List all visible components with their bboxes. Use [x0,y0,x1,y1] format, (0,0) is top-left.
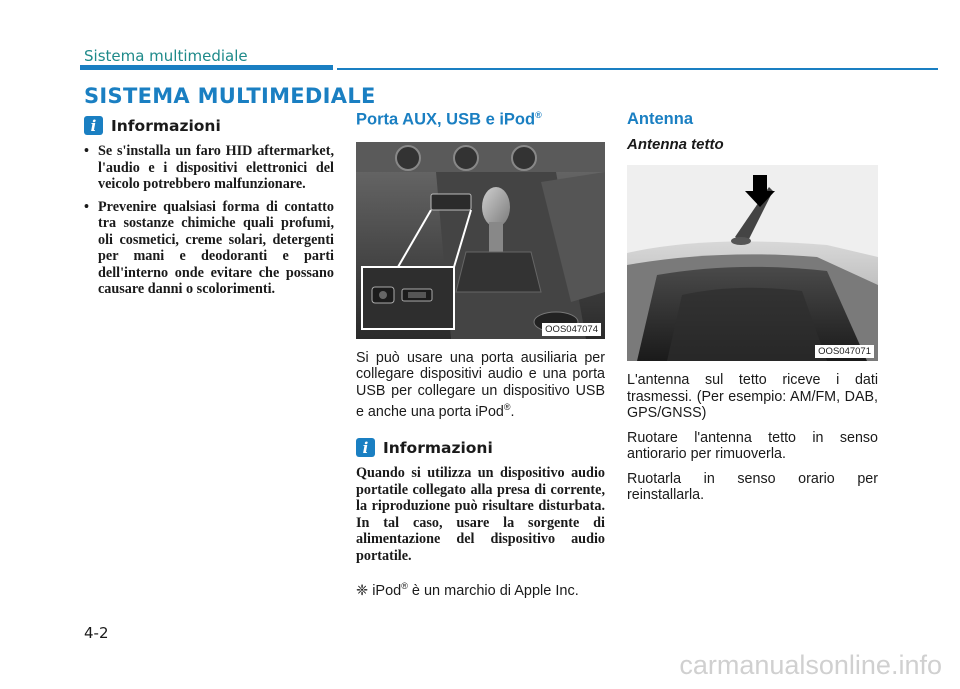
note-symbol: ❈ [356,583,369,600]
console-photo [356,142,605,339]
reg-mark: ® [401,581,408,592]
column-aux-usb [356,110,605,600]
aux-body: Si può usare una porta ausiliaria per collegare dispositivi audio e una porta USB per collegare un dispositivo USB e anche una porta iPod [356,349,605,420]
page-title: SISTEMA MULTIMEDIALE [84,84,376,108]
antenna-subtitle: Antenna tetto [627,136,724,153]
antenna-body [627,372,878,504]
section-label: Sistema multimediale [84,47,248,65]
aux-title-text: Porta AUX, USB e iPod [356,110,536,129]
antenna-title: Antenna [627,110,693,128]
antenna-paragraph: Ruotarla in senso orario per reinstallarla. [627,470,878,503]
aux-body-text [356,350,605,421]
aux-section-title [356,110,605,130]
header-rule-thin [337,68,938,70]
info-bullet: • Prevenire qualsiasi forma di contatto tra sostanze chimiche quali profumi, oli cosmetici, creme solari, detergenti per mani e deodoranti e parti dell'interno onde evitare che possano causare danni o scolorimenti. [84,199,334,298]
info-heading [356,438,605,457]
reg-mark: ® [503,402,511,412]
info-text: Quando si utilizza un dispositivo audio portatile collegato alla presa di corrente, la riproduzione può risultare disturbata. In tal caso, usare la sorgente di alimentazione del dispositivo audio portatile. [356,465,605,564]
watermark: carmanualsonline.info [679,650,942,680]
reg-mark: ® [535,110,542,120]
info-icon: i [84,116,103,135]
console-illustration [356,142,605,339]
image-code: OOS047071 [815,345,874,358]
trademark-note [356,578,605,599]
image-code: OOS047074 [542,323,601,336]
header-rule-thick [80,65,333,70]
page-number: 4-2 [84,624,109,642]
column-antenna [627,110,878,512]
antenna-illustration [627,165,878,361]
info-bullet-list [84,143,334,298]
antenna-paragraph: L'antenna sul tetto riceve i dati trasmessi. (Per esempio: AM/FM, DAB, GPS/GNSS) [627,372,878,421]
antenna-photo [627,165,878,361]
info-heading [84,116,334,135]
aux-body-end: . [510,403,515,420]
note-brand: iPod [372,583,402,600]
info-bullet: • Se s'installa un faro HID aftermarket, l'audio e i dispositivi elettronici del veicolo potrebbero malfunzionare. [84,143,334,193]
info-heading-label: Informazioni [111,116,221,135]
info-icon: i [356,438,375,457]
antenna-paragraph: Ruotare l'antenna tetto in senso antiorario per rimuoverla. [627,429,878,462]
info-heading-label: Informazioni [383,438,493,457]
column-informazioni [84,116,334,304]
note-text: è un marchio di Apple Inc. [411,583,579,600]
